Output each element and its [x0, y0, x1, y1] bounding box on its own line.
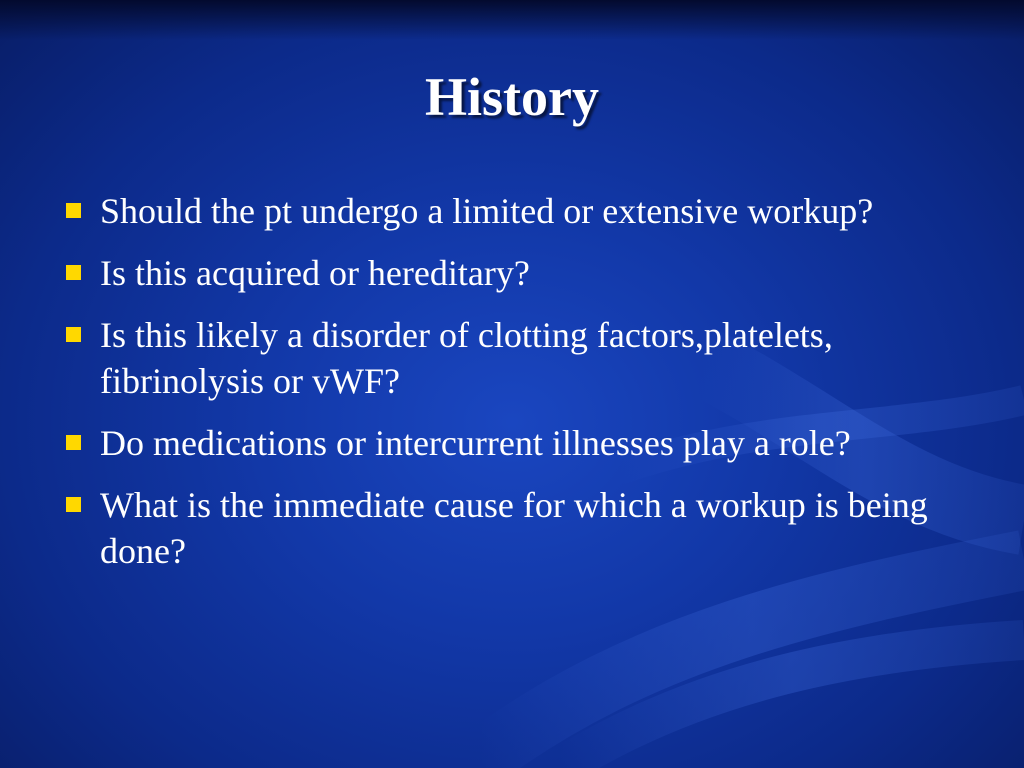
bullet-list	[60, 188, 980, 590]
yellow-square-bullet-icon	[66, 203, 81, 218]
slide-title: History	[425, 67, 599, 127]
bullet-item	[60, 312, 980, 404]
bullet-item	[60, 482, 980, 574]
bullet-text: Do medications or intercurrent illnesses play a role?	[100, 423, 851, 463]
yellow-square-bullet-icon	[66, 497, 81, 512]
yellow-square-bullet-icon	[66, 265, 81, 280]
yellow-square-bullet-icon	[66, 435, 81, 450]
bullet-text: Is this likely a disorder of clotting factors,platelets, fibrinolysis or vWF?	[100, 315, 833, 401]
yellow-square-bullet-icon	[66, 327, 81, 342]
bullet-text: What is the immediate cause for which a workup is being done?	[100, 485, 928, 571]
bullet-item	[60, 250, 980, 296]
bullet-text: Should the pt undergo a limited or extensive workup?	[100, 191, 874, 231]
bullet-item	[60, 188, 980, 234]
bullet-item	[60, 420, 980, 466]
bullet-text: Is this acquired or hereditary?	[100, 253, 530, 293]
